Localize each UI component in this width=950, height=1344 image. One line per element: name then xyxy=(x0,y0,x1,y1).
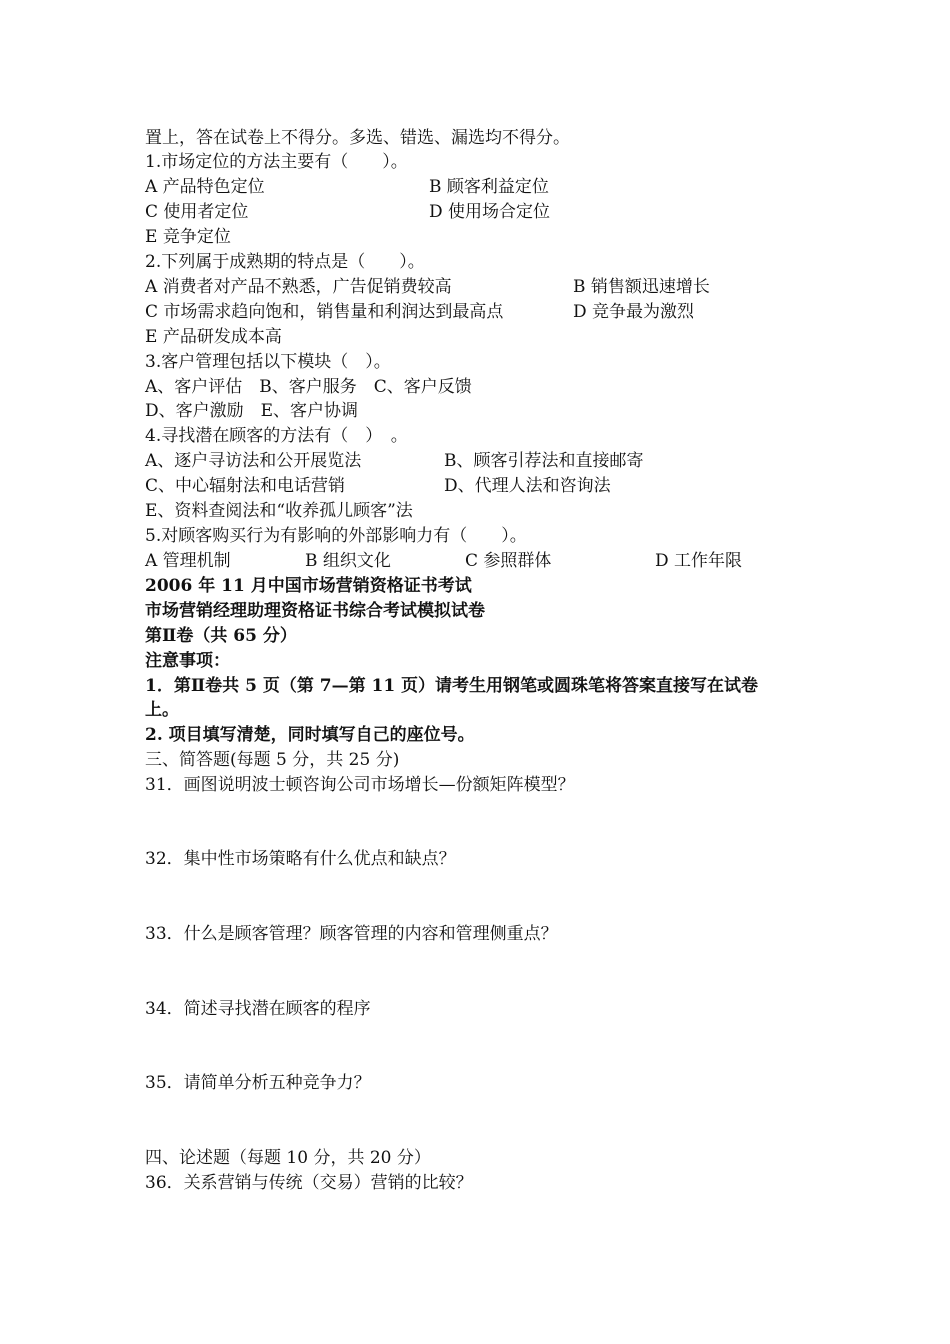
question-5-stem: 5.对顾客购买行为有影响的外部影响力有（ ）。 xyxy=(145,526,527,546)
question-2-option-b: B 销售额迅速增长 xyxy=(573,277,710,297)
exam-title: 2006 年 11 月中国市场营销资格证书考试 xyxy=(145,576,472,596)
question-5-option-a: A 管理机制 xyxy=(145,551,231,571)
volume-title: 第Ⅱ卷（共 65 分） xyxy=(145,626,297,646)
question-4-option-c: C、中心辐射法和电话营销 xyxy=(145,476,346,496)
question-4-stem: 4.寻找潜在顾客的方法有（ ） 。 xyxy=(145,426,408,446)
notes-heading: 注意事项： xyxy=(145,651,230,671)
question-4-option-a: A、逐户寻访法和公开展览法 xyxy=(145,451,362,471)
question-3-stem: 3.客户管理包括以下模块（ ）。 xyxy=(145,352,391,372)
question-32: 32．集中性市场策略有什么优点和缺点？ xyxy=(145,849,456,869)
question-5-option-b: B 组织文化 xyxy=(305,551,391,571)
instructions-line: 置上，答在试卷上不得分。多选、错选、漏选均不得分。 xyxy=(145,128,570,148)
question-2-option-e: E 产品研发成本高 xyxy=(145,327,282,347)
paper-title: 市场营销经理助理资格证书综合考试模拟试卷 xyxy=(145,601,485,621)
question-4-option-d: D、代理人法和咨询法 xyxy=(444,476,611,496)
question-4-option-b: B、顾客引荐法和直接邮寄 xyxy=(444,451,644,471)
question-1-option-b: B 顾客利益定位 xyxy=(429,177,549,197)
question-2-option-d: D 竞争最为激烈 xyxy=(573,302,695,322)
question-1-option-e: E 竞争定位 xyxy=(145,227,231,247)
question-36: 36．关系营销与传统（交易）营销的比较？ xyxy=(145,1173,473,1193)
note-1-line-2: 上。 xyxy=(145,700,179,720)
question-2-option-c: C 市场需求趋向饱和，销售量和利润达到最高点 xyxy=(145,302,504,322)
question-3-options-line-2: D、客户激励 E、客户协调 xyxy=(145,401,359,421)
note-1-line-1: 1．第Ⅱ卷共 5 页（第 7—第 11 页）请考生用钢笔或圆珠笔将答案直接写在试卷 xyxy=(145,676,759,696)
question-1-option-c: C 使用者定位 xyxy=(145,202,249,222)
question-31: 31．画图说明波士顿咨询公司市场增长—份额矩阵模型？ xyxy=(145,775,575,795)
question-2-option-a: A 消费者对产品不熟悉，广告促销费较高 xyxy=(145,277,452,297)
question-3-options-line-1: A、客户评估 B、客户服务 C、客户反馈 xyxy=(145,377,472,397)
question-4-option-e: E、资料查阅法和“收养孤儿顾客”法 xyxy=(145,501,413,521)
question-2-stem: 2.下列属于成熟期的特点是（ ）。 xyxy=(145,252,425,272)
question-5-option-c: C 参照群体 xyxy=(465,551,552,571)
question-1-option-a: A 产品特色定位 xyxy=(145,177,265,197)
question-5-option-d: D 工作年限 xyxy=(655,551,743,571)
question-1-option-d: D 使用场合定位 xyxy=(429,202,551,222)
question-35: 35．请简单分析五种竞争力？ xyxy=(145,1073,371,1093)
section-3-title: 三、简答题(每题 5 分，共 25 分) xyxy=(145,750,400,770)
question-34: 34．简述寻找潜在顾客的程序 xyxy=(145,999,371,1019)
question-33: 33．什么是顾客管理？顾客管理的内容和管理侧重点？ xyxy=(145,924,558,944)
note-2: 2. 项目填写清楚，同时填写自己的座位号。 xyxy=(145,725,475,745)
question-1-stem: 1.市场定位的方法主要有（ ）。 xyxy=(145,152,408,172)
section-4-title: 四、论述题（每题 10 分，共 20 分） xyxy=(145,1148,431,1168)
